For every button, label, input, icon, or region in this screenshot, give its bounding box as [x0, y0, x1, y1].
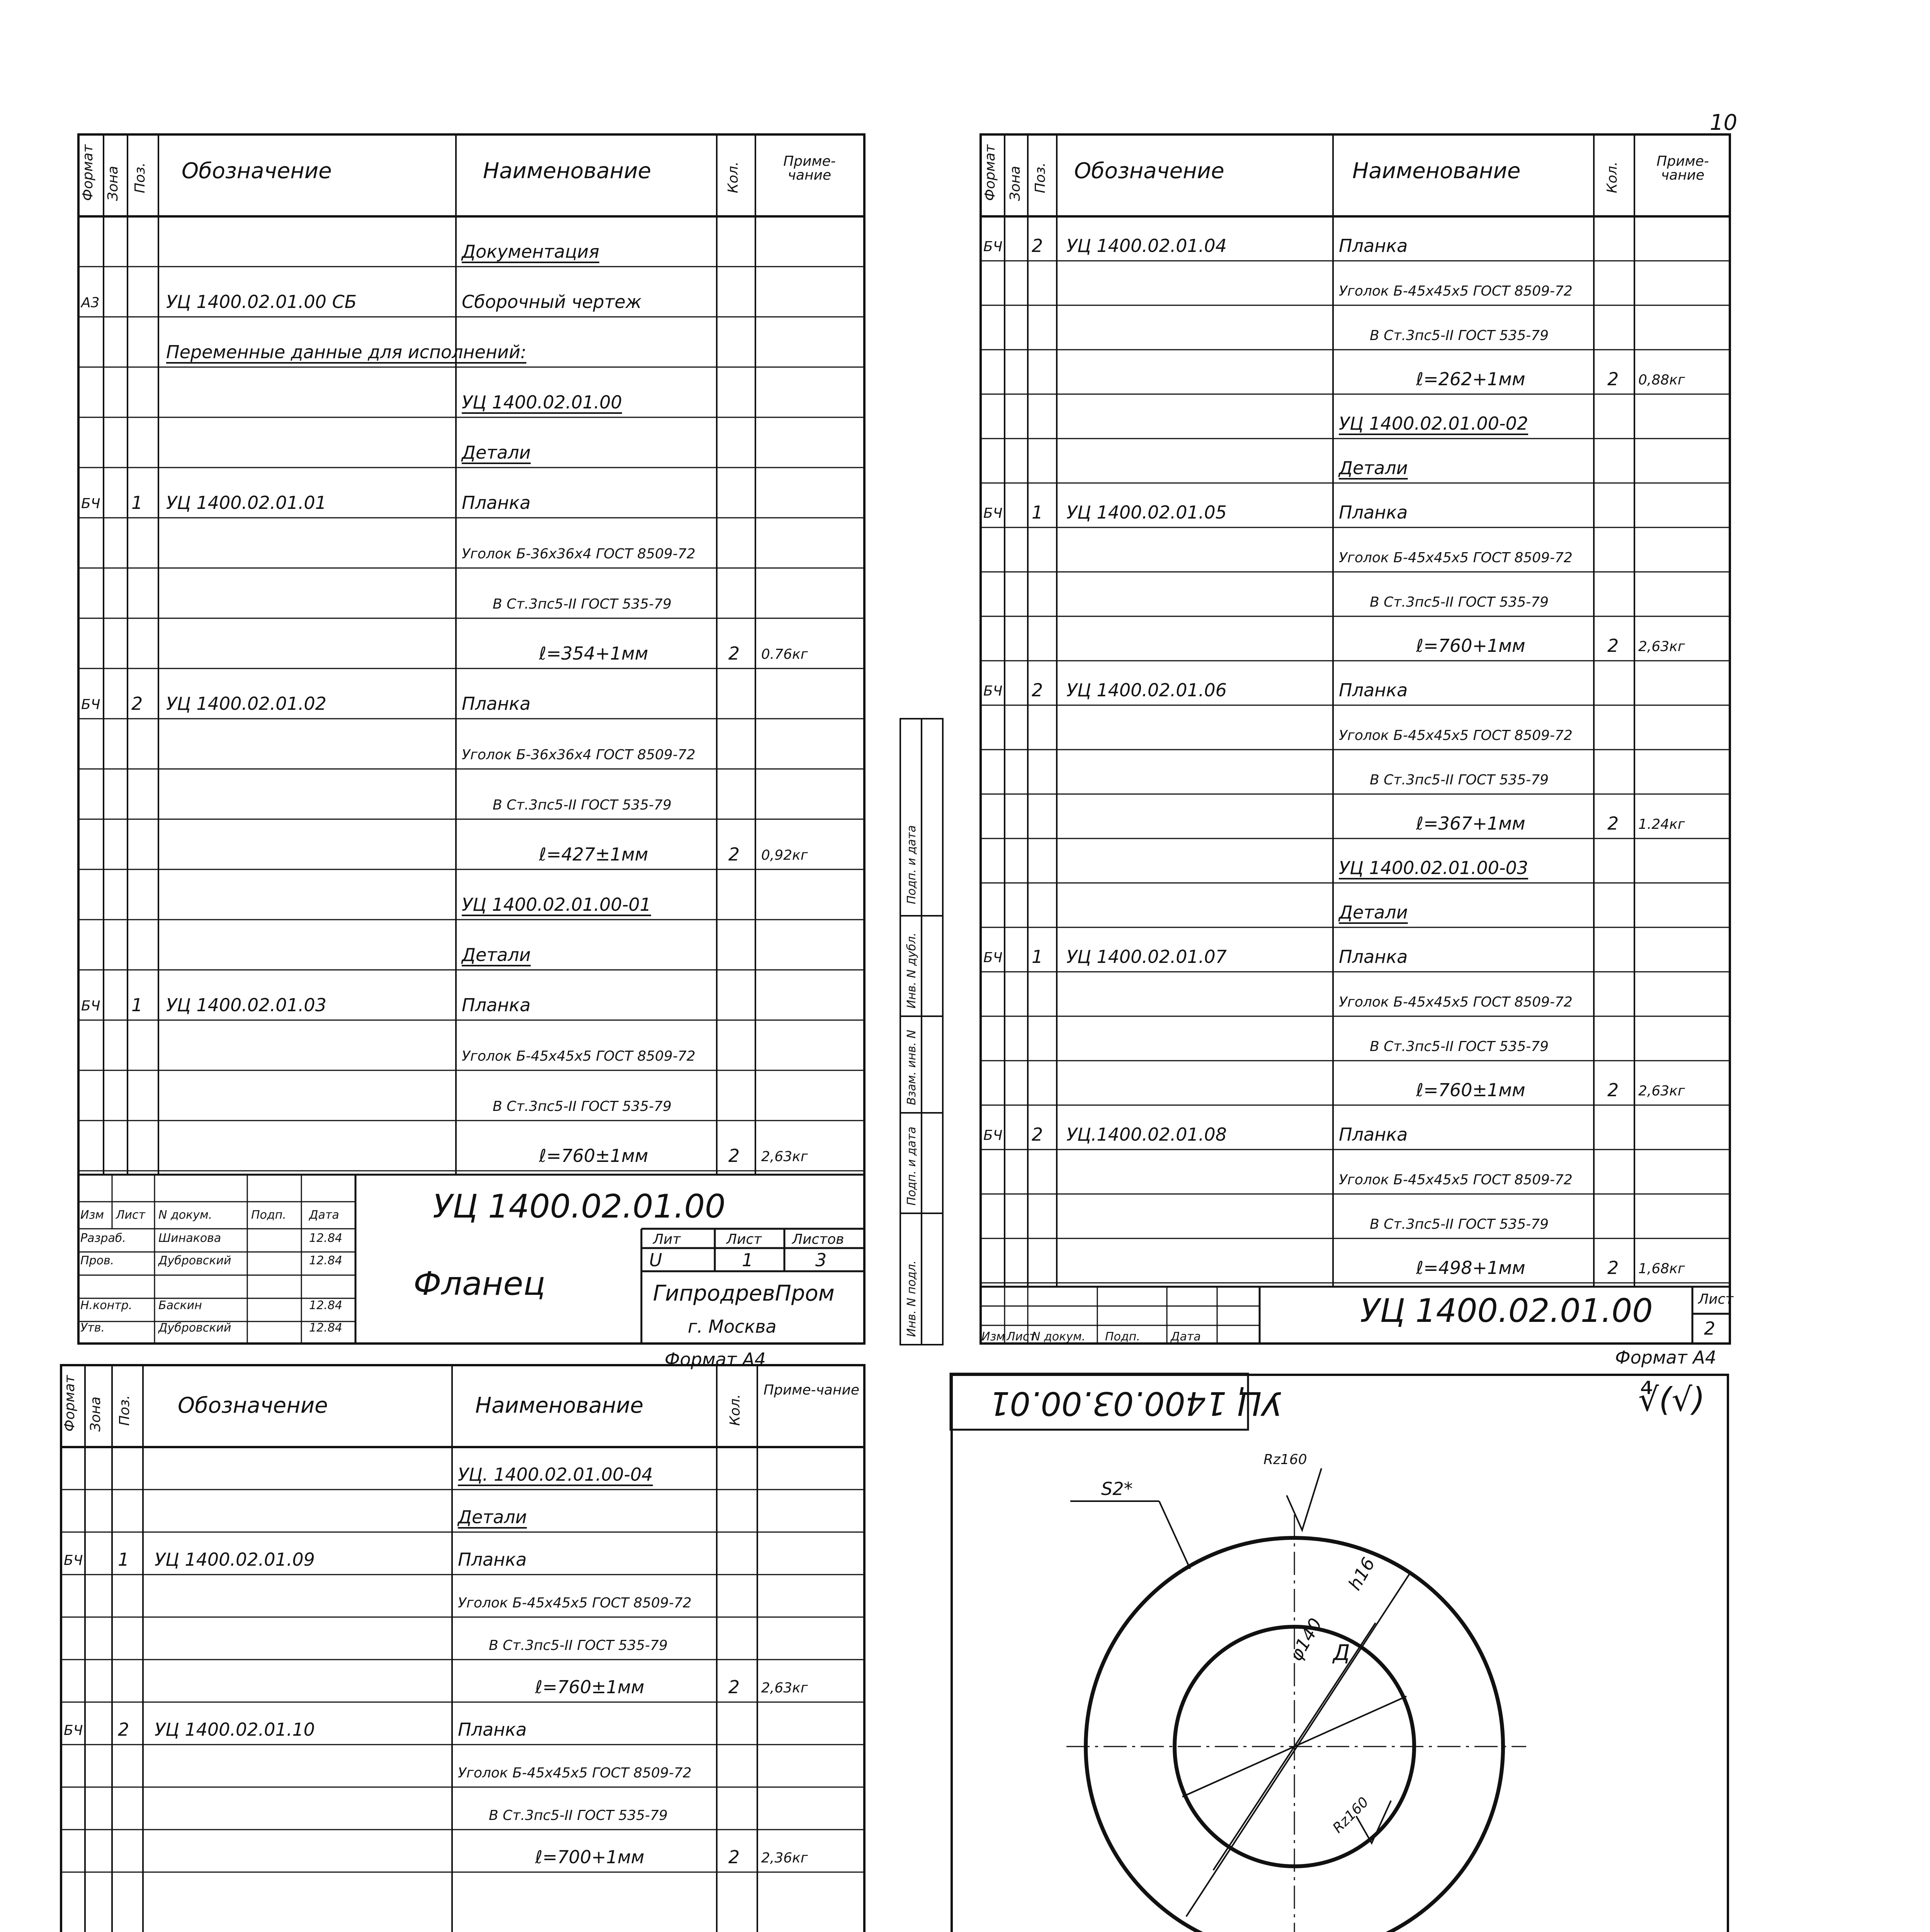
sheet-1-list: 1	[742, 1250, 753, 1270]
role-person: Дубровский	[158, 1254, 231, 1267]
row-name: Планка	[462, 995, 531, 1015]
row-name: Детали	[458, 1507, 527, 1527]
role-date: 12.84	[309, 1299, 342, 1312]
row-note: 0.76кг	[761, 646, 808, 662]
row-note: 2,36кг	[761, 1850, 808, 1866]
s2-col-sign: Подп.	[1105, 1330, 1140, 1344]
row-name: Уголок Б-45х45х5 ГОСТ 8509-72	[1339, 728, 1573, 743]
row-format: БЧ	[81, 998, 100, 1014]
row-designation: УЦ 1400.02.01.01	[166, 492, 326, 513]
row-designation: УЦ 1400.02.01.06	[1066, 680, 1227, 701]
row-position: 1	[118, 1549, 129, 1570]
row-designation: УЦ 1400.02.01.04	[1066, 235, 1227, 256]
row-name: ℓ=760±1мм	[539, 1145, 648, 1166]
row-name: В Ст.3пс5-II ГОСТ 535-79	[493, 596, 672, 612]
role-name: Пров.	[80, 1254, 114, 1267]
row-name: ℓ=760±1мм	[1416, 1080, 1525, 1100]
mirrored-part-code: УЦ 1400.03.00.01	[989, 1384, 1282, 1422]
side-label-inv-podl: Инв. N подл.	[905, 1260, 918, 1337]
row-name: Планка	[1339, 946, 1408, 967]
row-name: Сборочный чертеж	[462, 291, 642, 312]
row-format: БЧ	[983, 683, 1003, 699]
side-label-podp-data: Подп. и дата	[905, 1126, 918, 1206]
sheet-1-col-list: Лист	[116, 1208, 146, 1222]
row-name: ℓ=760+1мм	[1416, 635, 1525, 656]
row-qty: 2	[1607, 369, 1619, 389]
row-format: БЧ	[983, 239, 1003, 255]
row-designation: УЦ 1400.02.01.03	[166, 995, 326, 1015]
row-format: БЧ	[64, 1553, 83, 1568]
row-qty: 2	[728, 1145, 740, 1166]
sheet-2-code: УЦ 1400.02.01.00	[1360, 1292, 1653, 1330]
side-label-inv-dubl: Инв. N дубл.	[905, 932, 918, 1009]
sheet-1-title: Фланец	[413, 1265, 546, 1303]
label-h16: h16	[1344, 1554, 1379, 1594]
row-name: В Ст.3пс5-II ГОСТ 535-79	[489, 1808, 668, 1823]
row-name: В Ст.3пс5-II ГОСТ 535-79	[1370, 328, 1549, 344]
s2-col-doc: N докум.	[1032, 1330, 1086, 1344]
s3-header-pos: Поз.	[117, 1395, 133, 1426]
row-note: 2,63кг	[1638, 1083, 1685, 1099]
row-name: Детали	[462, 944, 531, 965]
s2-header-designation: Обозначение	[1074, 158, 1224, 184]
row-name: Планка	[1339, 235, 1408, 256]
s2-col-izm: Изм	[981, 1330, 1005, 1344]
row-designation: УЦ 1400.02.01.05	[1066, 502, 1227, 523]
row-format: БЧ	[983, 505, 1003, 521]
s2-header-qty: Кол.	[1604, 161, 1620, 193]
row-name: ℓ=700+1мм	[535, 1847, 644, 1867]
row-designation: УЦ 1400.02.01.10	[155, 1719, 315, 1740]
row-position: 2	[118, 1719, 129, 1740]
row-name: В Ст.3пс5-II ГОСТ 535-79	[1370, 1039, 1549, 1054]
page-number: 10	[1710, 110, 1738, 135]
row-designation: УЦ 1400.02.01.09	[155, 1549, 315, 1570]
row-name: Планка	[462, 693, 531, 714]
s3-header-zone: Зона	[88, 1396, 104, 1432]
row-note: 0,92кг	[761, 847, 808, 863]
header-note: Приме-чание	[783, 153, 836, 183]
row-designation: УЦ 1400.02.01.07	[1066, 946, 1227, 967]
row-format: А3	[81, 295, 100, 311]
sheet-1	[77, 133, 866, 1345]
sheet-1-col-doc: N докум.	[158, 1208, 213, 1222]
row-name: Детали	[1339, 457, 1408, 478]
sheet-1-city: г. Москва	[688, 1316, 777, 1337]
sheet-1-org: ГипродревПром	[653, 1281, 835, 1306]
s2-header-zone: Зона	[1007, 166, 1023, 201]
header-name: Наименование	[483, 158, 651, 184]
sheet-1-lit: U	[649, 1250, 662, 1270]
sheet-1-col-izm: Изм	[80, 1208, 104, 1222]
row-name: В Ст.3пс5-II ГОСТ 535-79	[493, 1099, 672, 1114]
sheet-1-col-date: Дата	[309, 1208, 339, 1222]
row-name: Уголок Б-45х45х5 ГОСТ 8509-72	[1339, 283, 1573, 299]
row-designation: УЦ 1400.02.01.02	[166, 693, 326, 714]
role-name: Н.контр.	[80, 1299, 133, 1312]
s2-header-format: Формат	[982, 144, 998, 201]
row-qty: 2	[728, 844, 740, 865]
row-name: Уголок Б-45х45х5 ГОСТ 8509-72	[1339, 1172, 1573, 1188]
row-format: БЧ	[81, 697, 100, 713]
role-date: 12.84	[309, 1231, 342, 1245]
row-name: Планка	[458, 1719, 527, 1740]
row-name: Уголок Б-45х45х5 ГОСТ 8509-72	[1339, 550, 1573, 566]
row-name: Планка	[1339, 502, 1408, 523]
sheet-1-lit-label: Лит	[653, 1231, 681, 1247]
s2-col-date: Дата	[1171, 1330, 1201, 1344]
sheet-1-code: УЦ 1400.02.01.00	[433, 1187, 726, 1225]
row-qty: 2	[1607, 1080, 1619, 1100]
header-format: Формат	[80, 144, 96, 201]
role-person: Дубровский	[158, 1321, 231, 1335]
s2-header-pos: Поз.	[1032, 162, 1048, 193]
sheet-2-list-label: Лист	[1698, 1291, 1734, 1307]
row-name: УЦ 1400.02.01.00-01	[462, 894, 651, 915]
row-name: В Ст.3пс5-II ГОСТ 535-79	[493, 797, 672, 813]
sheet-1-listov: 3	[815, 1250, 827, 1270]
s2-header-note: Приме-чание	[1656, 153, 1709, 183]
header-zone: Зона	[105, 166, 121, 201]
row-qty: 2	[728, 1677, 740, 1697]
row-format: БЧ	[81, 496, 100, 512]
row-name: ℓ=354+1мм	[539, 643, 648, 664]
row-name: УЦ 1400.02.01.00-02	[1339, 413, 1529, 434]
row-name: Уголок Б-36х36х4 ГОСТ 8509-72	[462, 546, 695, 562]
s2-header-name: Наименование	[1352, 158, 1521, 184]
row-name: УЦ. 1400.02.01.00-04	[458, 1464, 653, 1485]
row-position: 1	[131, 995, 143, 1015]
row-name: УЦ 1400.02.01.00	[462, 392, 622, 413]
row-note: 2,63кг	[761, 1149, 808, 1165]
row-position: 2	[1032, 235, 1043, 256]
sheet-2-list-no: 2	[1704, 1318, 1716, 1339]
sheet-1-col-sign: Подп.	[251, 1208, 286, 1222]
row-position: 1	[1032, 502, 1043, 523]
row-note: 2,63кг	[1638, 639, 1685, 655]
row-name: В Ст.3пс5-II ГОСТ 535-79	[1370, 772, 1549, 788]
s3-header-qty: Кол.	[727, 1394, 743, 1426]
row-name: Уголок Б-45х45х5 ГОСТ 8509-72	[1339, 994, 1573, 1010]
row-name: В Ст.3пс5-II ГОСТ 535-79	[1370, 594, 1549, 610]
header-qty: Кол.	[725, 161, 741, 193]
role-person: Баскин	[158, 1299, 202, 1312]
row-qty: 2	[1607, 635, 1619, 656]
row-note: 2,63кг	[761, 1680, 808, 1696]
row-position: 2	[131, 693, 143, 714]
row-name: Планка	[458, 1549, 527, 1570]
row-name: Детали	[1339, 902, 1408, 923]
row-note: 1.24кг	[1638, 816, 1685, 832]
label-d140: φ140	[1285, 1614, 1326, 1665]
row-name: ℓ=427±1мм	[539, 844, 648, 865]
side-label-vzam-inv: Взам. инв. N	[905, 1030, 918, 1105]
row-name: ℓ=367+1мм	[1416, 813, 1525, 834]
role-date: 12.84	[309, 1321, 342, 1335]
row-name: В Ст.3пс5-II ГОСТ 535-79	[1370, 1216, 1549, 1232]
label-rz-inner: Rz160	[1330, 1794, 1372, 1836]
row-designation: Переменные данные для исполнений:	[166, 342, 527, 362]
sheet-1-format: Формат А4	[665, 1349, 766, 1370]
s2-col-list: Лист	[1007, 1330, 1036, 1344]
row-position: 1	[131, 492, 143, 513]
sheet-1-listov-label: Листов	[792, 1231, 844, 1247]
role-name: Утв.	[80, 1321, 105, 1335]
row-qty: 2	[728, 643, 740, 664]
row-name: В Ст.3пс5-II ГОСТ 535-79	[489, 1638, 668, 1653]
row-position: 2	[1032, 680, 1043, 701]
role-person: Шинакова	[158, 1231, 221, 1245]
row-note: 1,68кг	[1638, 1261, 1685, 1277]
side-label-podp-data-2: Подп. и дата	[905, 825, 918, 904]
row-name: ℓ=760±1мм	[535, 1677, 644, 1697]
header-designation: Обозначение	[182, 158, 332, 184]
label-rz-top: Rz160	[1263, 1452, 1307, 1468]
header-pos: Поз.	[132, 162, 148, 193]
role-date: 12.84	[309, 1254, 342, 1267]
row-name: УЦ 1400.02.01.00-03	[1339, 857, 1529, 878]
row-format: БЧ	[64, 1723, 83, 1738]
row-name: Планка	[1339, 1124, 1408, 1145]
row-name: Уголок Б-45х45х5 ГОСТ 8509-72	[458, 1595, 692, 1611]
row-name: Планка	[1339, 680, 1408, 701]
roughness-symbol: ∜(√)	[1638, 1381, 1705, 1418]
label-s2: S2*	[1101, 1478, 1133, 1499]
row-designation: УЦ.1400.02.01.08	[1066, 1124, 1227, 1145]
row-name: Детали	[462, 442, 531, 463]
row-format: БЧ	[983, 1128, 1003, 1143]
row-name: Уголок Б-45х45х5 ГОСТ 8509-72	[458, 1765, 692, 1781]
row-name: ℓ=498+1мм	[1416, 1257, 1525, 1278]
s3-header-designation: Обозначение	[178, 1393, 328, 1418]
row-name: Планка	[462, 492, 531, 513]
sheet-2-format: Формат А4	[1615, 1347, 1716, 1368]
s3-header-format: Формат	[62, 1375, 78, 1432]
sheet-1-list-label: Лист	[726, 1231, 762, 1247]
row-name: Документация	[462, 241, 600, 262]
row-qty: 2	[728, 1847, 740, 1867]
row-qty: 2	[1607, 1257, 1619, 1278]
row-position: 2	[1032, 1124, 1043, 1145]
row-position: 1	[1032, 946, 1043, 967]
role-name: Разраб.	[80, 1231, 126, 1245]
row-note: 0,88кг	[1638, 372, 1685, 388]
row-name: Уголок Б-45х45х5 ГОСТ 8509-72	[462, 1048, 695, 1064]
row-designation: УЦ 1400.02.01.00 СБ	[166, 291, 357, 312]
s3-header-note: Приме-чание	[763, 1382, 860, 1398]
row-name: ℓ=262+1мм	[1416, 369, 1525, 389]
row-format: БЧ	[983, 950, 1003, 966]
s3-header-name: Наименование	[475, 1393, 644, 1418]
label-d: Д	[1333, 1640, 1350, 1665]
sheet-3	[60, 1364, 866, 1932]
row-qty: 2	[1607, 813, 1619, 834]
row-name: Уголок Б-36х36х4 ГОСТ 8509-72	[462, 747, 695, 763]
